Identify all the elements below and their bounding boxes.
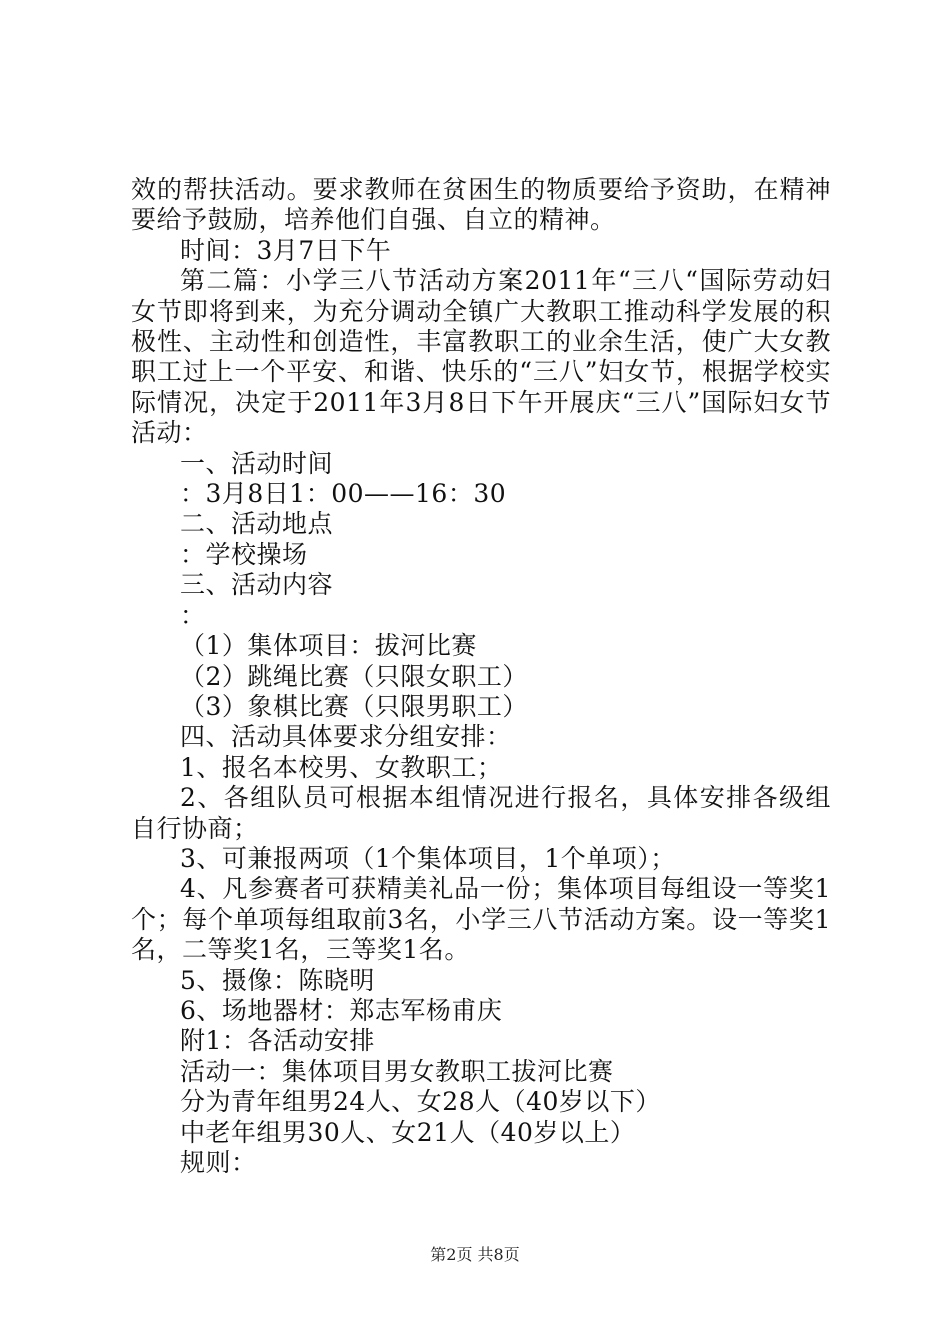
paragraph: 规则： [180, 1148, 257, 1177]
paragraph: 中老年组男30人、女21人（40岁以上） [180, 1117, 636, 1147]
paragraph: 四、活动具体要求分组安排： [180, 722, 512, 752]
paragraph: ：学校操场 [180, 539, 308, 569]
paragraph: 活动一：集体项目男女教职工拔河比赛 [180, 1056, 614, 1086]
paragraph: （1）集体项目：拔河比赛 [180, 631, 477, 661]
document-body [131, 175, 831, 1178]
paragraph: 效的帮扶活动。要求教师在贫困生的物质要给予资助，在精神要给予鼓励，培养他们自强、自立的精神。 [131, 175, 831, 235]
paragraph: 1、报名本校男、女教职工； [180, 752, 503, 782]
paragraph: 3、可兼报两项（1个集体项目，1个单项）； [180, 843, 676, 873]
paragraph: （3）象棋比赛（只限男职工） [180, 691, 528, 721]
paragraph: ：3月8日1：00——16：30 [180, 479, 507, 509]
page-footer: 第2页 共8页 [430, 1245, 520, 1264]
paragraph: 一、活动时间 [180, 448, 334, 478]
paragraph: 分为青年组男24人、女28人（40岁以下） [180, 1087, 661, 1117]
paragraph: 二、活动地点 [180, 509, 334, 539]
paragraph: 4、凡参赛者可获精美礼品一份；集体项目每组设一等奖1个；每个单项每组取前3名，小学三八节活动方案。设一等奖1名，二等奖1名，三等奖1名。 [131, 874, 831, 965]
paragraph: 第二篇：小学三八节活动方案2011年“三八“国际劳动妇女节即将到来，为充分调动全镇广大教职工推动科学发展的积极性、主动性和创造性，丰富教职工的业余生活，使广大女教职工过上一个平安、和谐、快乐的“三八”妇女节，根据学校实际情况，决定于2011年3月8日下午开展庆“三八”国际妇女节活动： [131, 266, 831, 448]
paragraph: 时间：3月7日下午 [180, 235, 392, 265]
paragraph: 6、场地器材：郑志军杨甫庆 [180, 995, 503, 1025]
paragraph: 附1：各活动安排 [180, 1026, 375, 1056]
paragraph: （2）跳绳比赛（只限女职工） [180, 661, 528, 691]
paragraph: 2、各组队员可根据本组情况进行报名，具体安排各级组自行协商； [131, 783, 831, 843]
paragraph: 三、活动内容 [180, 570, 334, 600]
paragraph: 5、摄像：陈晓明 [180, 965, 375, 995]
paragraph: ： [180, 600, 206, 630]
